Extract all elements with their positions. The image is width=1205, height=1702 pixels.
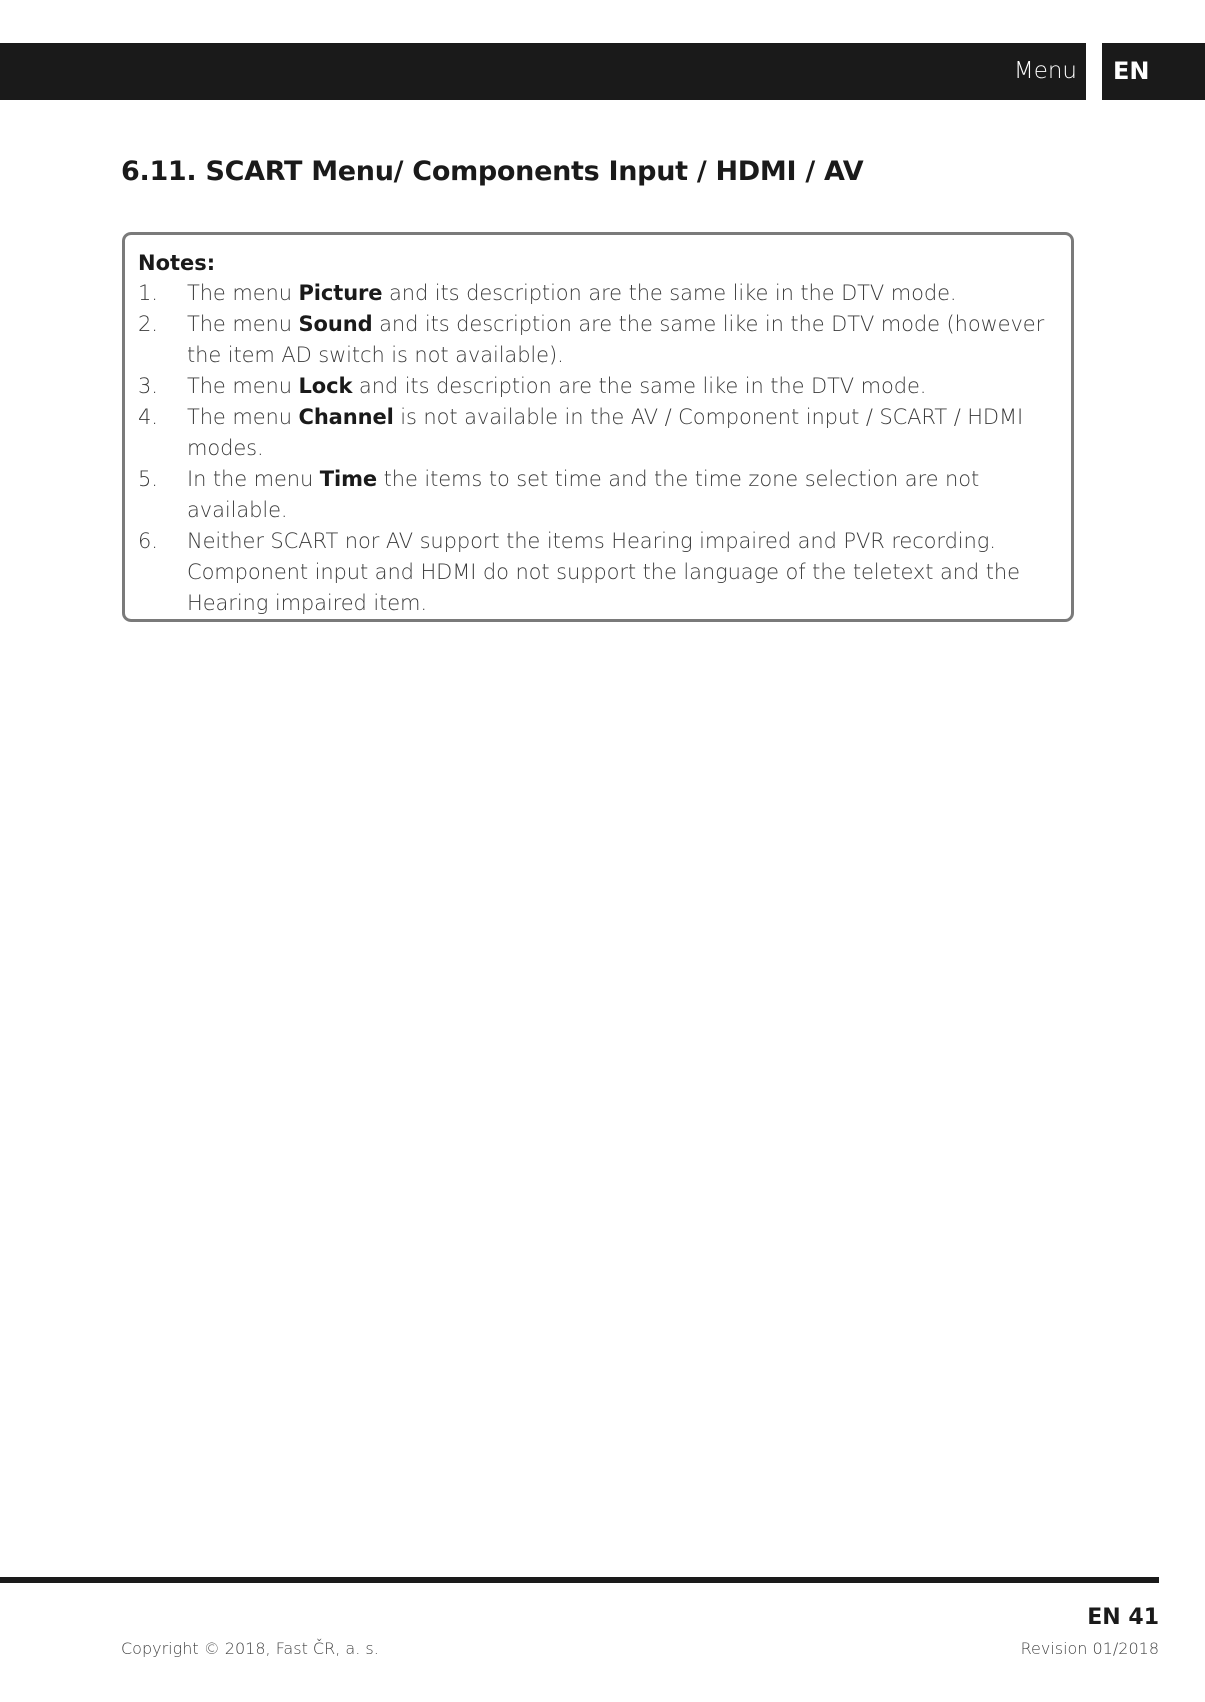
note-menu-name: Picture [298, 281, 383, 305]
note-text-start: Neither SCART nor AV support the items Hearing impaired and PVR recording. Component input and HDMI do not support the language of the teletext and the Hearing impaired item. [187, 529, 1020, 615]
note-text-start: The menu [187, 374, 299, 398]
note-number: 3. [138, 374, 158, 398]
header-bar [0, 43, 1086, 100]
note-item [138, 402, 1059, 464]
language-tab [1102, 43, 1205, 100]
note-item [138, 464, 1059, 526]
header-section-label: Menu [1013, 58, 1077, 84]
notes-list [138, 278, 1059, 619]
note-menu-name: Lock [298, 374, 353, 398]
copyright-notice: Copyright © 2018, Fast ČR, a. s. [121, 1639, 379, 1658]
revision-label: Revision 01/2018 [1020, 1639, 1159, 1658]
note-item [138, 526, 1059, 619]
notes-box [122, 232, 1074, 622]
note-text-end: is not available in the AV / Component input / SCART / HDMI modes. [187, 405, 1024, 460]
page-number: EN 41 [1087, 1605, 1159, 1630]
notes-heading: Notes: [138, 251, 216, 275]
note-text-end: and its description are the same like in the DTV mode. [382, 281, 957, 305]
section-title: 6.11. SCART Menu/ Components Input / HDMI / AV [121, 156, 864, 187]
note-text-end: and its description are the same like in the DTV mode (however the item AD switch is not available). [187, 312, 1045, 367]
note-number: 6. [138, 529, 158, 553]
note-text-start: The menu [187, 312, 299, 336]
language-tab-label: EN [1113, 57, 1150, 85]
note-number: 2. [138, 312, 158, 336]
note-text-start: The menu [187, 281, 299, 305]
note-item [138, 309, 1059, 371]
note-menu-name: Sound [298, 312, 373, 336]
note-menu-name: Channel [298, 405, 394, 429]
note-item [138, 371, 1059, 402]
note-number: 5. [138, 467, 158, 491]
note-menu-name: Time [319, 467, 378, 491]
note-number: 1. [138, 281, 158, 305]
note-item [138, 278, 1059, 309]
note-text-end: the items to set time and the time zone selection are not available. [187, 467, 980, 522]
footer-divider [0, 1577, 1159, 1583]
note-text-start: The menu [187, 405, 299, 429]
note-number: 4. [138, 405, 158, 429]
note-text-end: and its description are the same like in the DTV mode. [352, 374, 927, 398]
note-text-start: In the menu [187, 467, 320, 491]
